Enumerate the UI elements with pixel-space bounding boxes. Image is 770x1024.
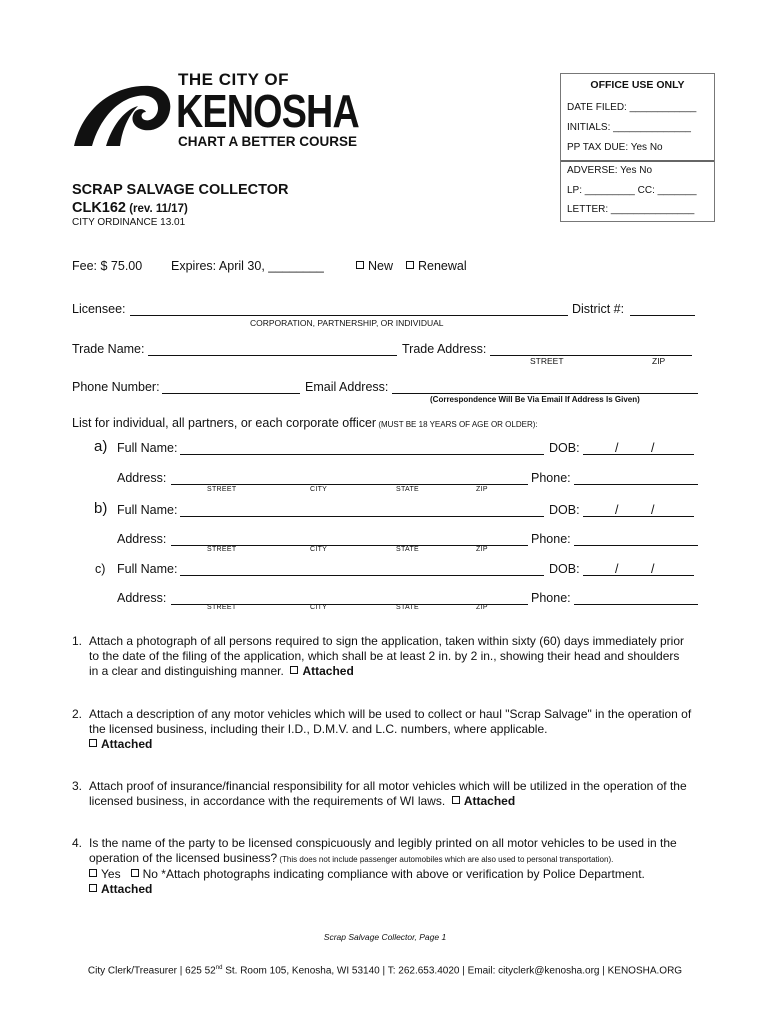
dob-slash: /	[651, 503, 655, 517]
person-a-address-field[interactable]	[171, 484, 528, 485]
phone-label: Phone:	[531, 471, 571, 485]
person-b-dob-field[interactable]	[583, 516, 694, 517]
street-sublabel: STREET	[207, 604, 237, 611]
phone-label: Phone:	[531, 532, 571, 546]
checkbox-icon	[89, 884, 97, 892]
list-intro-text: List for individual, all partners, or each corporate officer	[72, 416, 377, 430]
item-4-attach-note: *Attach photographs indicating compliance with above or verification by Police Department.	[161, 867, 645, 881]
logo-line3: CHART A BETTER COURSE	[178, 134, 358, 149]
item-3	[72, 779, 692, 809]
item-2	[72, 707, 692, 752]
item-1	[72, 634, 692, 679]
item-number: 4.	[72, 836, 83, 850]
dob-label: DOB:	[549, 562, 580, 576]
footer-contact-a: City Clerk/Treasurer | 625 52	[87, 965, 216, 977]
attached-label: Attached	[101, 882, 153, 896]
person-a-letter: a)	[94, 438, 108, 455]
item-number: 3.	[72, 779, 83, 793]
item-4-attached[interactable]	[89, 882, 152, 896]
full-name-label: Full Name:	[117, 441, 178, 455]
lp-cc-field: LP: _________ CC: _______	[567, 185, 697, 196]
yes-label: Yes	[101, 867, 121, 881]
adverse-field: ADVERSE: Yes No	[567, 165, 653, 176]
attached-label: Attached	[463, 794, 516, 808]
item-4-note: (This does not include passenger automobiles which are also used to personal transportation).	[277, 855, 614, 864]
person-c-name-field[interactable]	[180, 575, 544, 576]
dob-slash: /	[615, 441, 619, 455]
person-b-phone-field[interactable]	[574, 545, 698, 546]
checkbox-icon	[89, 739, 97, 747]
dob-slash: /	[615, 562, 619, 576]
dob-label: DOB:	[549, 503, 580, 517]
checkbox-icon	[131, 869, 139, 877]
city-logo	[72, 70, 362, 152]
person-c-phone-field[interactable]	[574, 604, 698, 605]
item-2-text: Attach a description of any motor vehicles which will be used to collect or haul "Scrap Salvage" in the operation of the licensed business, including their I.D., D.M.V. and L.C. numbers, where applicable.	[89, 707, 692, 736]
phone-field[interactable]	[162, 393, 300, 394]
logo-line1: THE CITY OF	[178, 70, 289, 89]
checkbox-icon	[406, 261, 414, 269]
attached-label: Attached	[101, 737, 153, 751]
footer-contact-sup: nd	[215, 965, 223, 971]
address-label: Address:	[117, 471, 167, 485]
dob-slash: /	[651, 441, 655, 455]
person-b-letter: b)	[94, 500, 108, 517]
form-code: CLK162	[72, 200, 126, 216]
licensee-label: Licensee:	[72, 302, 126, 316]
new-label: New	[368, 259, 394, 273]
phone-label: Phone:	[531, 591, 571, 605]
contact-footer	[0, 965, 770, 976]
zip-sublabel: ZIP	[476, 604, 488, 611]
city-sublabel: CITY	[310, 486, 328, 493]
dob-slash: /	[651, 562, 655, 576]
email-note: (Correspondence Will Be Via Email If Address Is Given)	[430, 395, 640, 404]
full-name-label: Full Name:	[117, 562, 178, 576]
district-field[interactable]	[630, 315, 695, 316]
new-checkbox[interactable]	[356, 259, 393, 273]
office-use-box	[560, 73, 715, 222]
person-a-name-field[interactable]	[180, 454, 544, 455]
item-3-text: Attach proof of insurance/financial responsibility for all motor vehicles which will be utilized in the operation of the licensed business, in accordance with the requirements of WI laws.	[89, 779, 687, 808]
person-c-letter: c)	[95, 562, 106, 576]
office-divider	[561, 160, 714, 162]
trade-address-label: Trade Address:	[402, 342, 487, 356]
city-sublabel: CITY	[310, 546, 328, 553]
no-label: No	[142, 867, 158, 881]
licensee-field[interactable]	[130, 315, 568, 316]
district-label: District #:	[572, 302, 625, 316]
wave-logo-icon	[72, 80, 172, 150]
fee-text: Fee: $ 75.00	[72, 259, 143, 273]
city-ordinance: CITY ORDINANCE 13.01	[72, 217, 186, 228]
logo-line2: KENOSHA	[176, 85, 359, 137]
checkbox-icon	[89, 869, 97, 877]
page-footer-label: Scrap Salvage Collector, Page 1	[323, 932, 447, 942]
initials-field: INITIALS: ______________	[567, 122, 691, 133]
street-sublabel: STREET	[207, 546, 237, 553]
email-field[interactable]	[392, 393, 698, 394]
item-4-text: Is the name of the party to be licensed conspicuously and legibly printed on all motor vehicles to be used in the operation of the licensed business?	[89, 836, 677, 865]
item-number: 1.	[72, 634, 83, 648]
form-title: SCRAP SALVAGE COLLECTOR	[72, 182, 289, 198]
trade-name-label: Trade Name:	[72, 342, 145, 356]
person-b-name-field[interactable]	[180, 516, 544, 517]
state-sublabel: STATE	[396, 604, 420, 611]
attached-label: Attached	[302, 664, 354, 678]
trade-zip-sublabel: ZIP	[652, 356, 666, 366]
pp-tax-field: PP TAX DUE: Yes No	[567, 142, 663, 153]
renewal-checkbox[interactable]	[406, 259, 467, 273]
item-1-text: Attach a photograph of all persons required to sign the application, taken within sixty (60) days immediately prior to the date of the filing of the application, which shall be at least 2 in. by 2 in., showing their head and shoulders in a clear and distinguishing manner.	[89, 634, 684, 678]
item-4-yes[interactable]	[89, 867, 121, 881]
date-filed-field: DATE FILED: ____________	[567, 102, 697, 113]
dob-label: DOB:	[549, 441, 580, 455]
street-sublabel: STREET	[207, 486, 237, 493]
phone-label: Phone Number:	[72, 380, 160, 394]
footer-contact-b: St. Room 105, Kenosha, WI 53140 | T: 262.653.4020 | Email: cityclerk@kenosha.org | KENOSHA.ORG	[222, 965, 683, 977]
trade-street-sublabel: STREET	[530, 356, 564, 366]
letter-field: LETTER: _______________	[567, 204, 695, 215]
item-4-no[interactable]	[131, 867, 158, 881]
item-1-attached[interactable]	[290, 664, 353, 678]
item-2-attached[interactable]	[89, 737, 152, 751]
expires-text[interactable]: Expires: April 30, ________	[171, 259, 324, 273]
checkbox-icon	[356, 261, 364, 269]
person-c-dob-field[interactable]	[583, 575, 694, 576]
list-intro	[72, 416, 538, 430]
zip-sublabel: ZIP	[476, 486, 488, 493]
form-number	[72, 199, 188, 217]
person-a-phone-field[interactable]	[574, 484, 698, 485]
checkbox-icon	[452, 796, 460, 804]
city-sublabel: CITY	[310, 604, 328, 611]
list-intro-note: (MUST BE 18 YEARS OF AGE OR OLDER):	[376, 420, 538, 429]
state-sublabel: STATE	[396, 546, 420, 553]
form-revision: (rev. 11/17)	[126, 203, 188, 215]
licensee-sublabel: CORPORATION, PARTNERSHIP, OR INDIVIDUAL	[250, 318, 444, 328]
state-sublabel: STATE	[396, 486, 420, 493]
full-name-label: Full Name:	[117, 503, 178, 517]
item-4	[72, 836, 692, 897]
dob-slash: /	[615, 503, 619, 517]
item-3-attached[interactable]	[452, 794, 515, 808]
checkbox-icon	[290, 666, 298, 674]
zip-sublabel: ZIP	[476, 546, 488, 553]
address-label: Address:	[117, 591, 167, 605]
address-label: Address:	[117, 532, 167, 546]
office-use-title: OFFICE USE ONLY	[590, 79, 685, 91]
renewal-label: Renewal	[418, 259, 467, 273]
person-a-dob-field[interactable]	[583, 454, 694, 455]
trade-name-field[interactable]	[148, 355, 397, 356]
email-label: Email Address:	[305, 380, 389, 394]
item-number: 2.	[72, 707, 83, 721]
